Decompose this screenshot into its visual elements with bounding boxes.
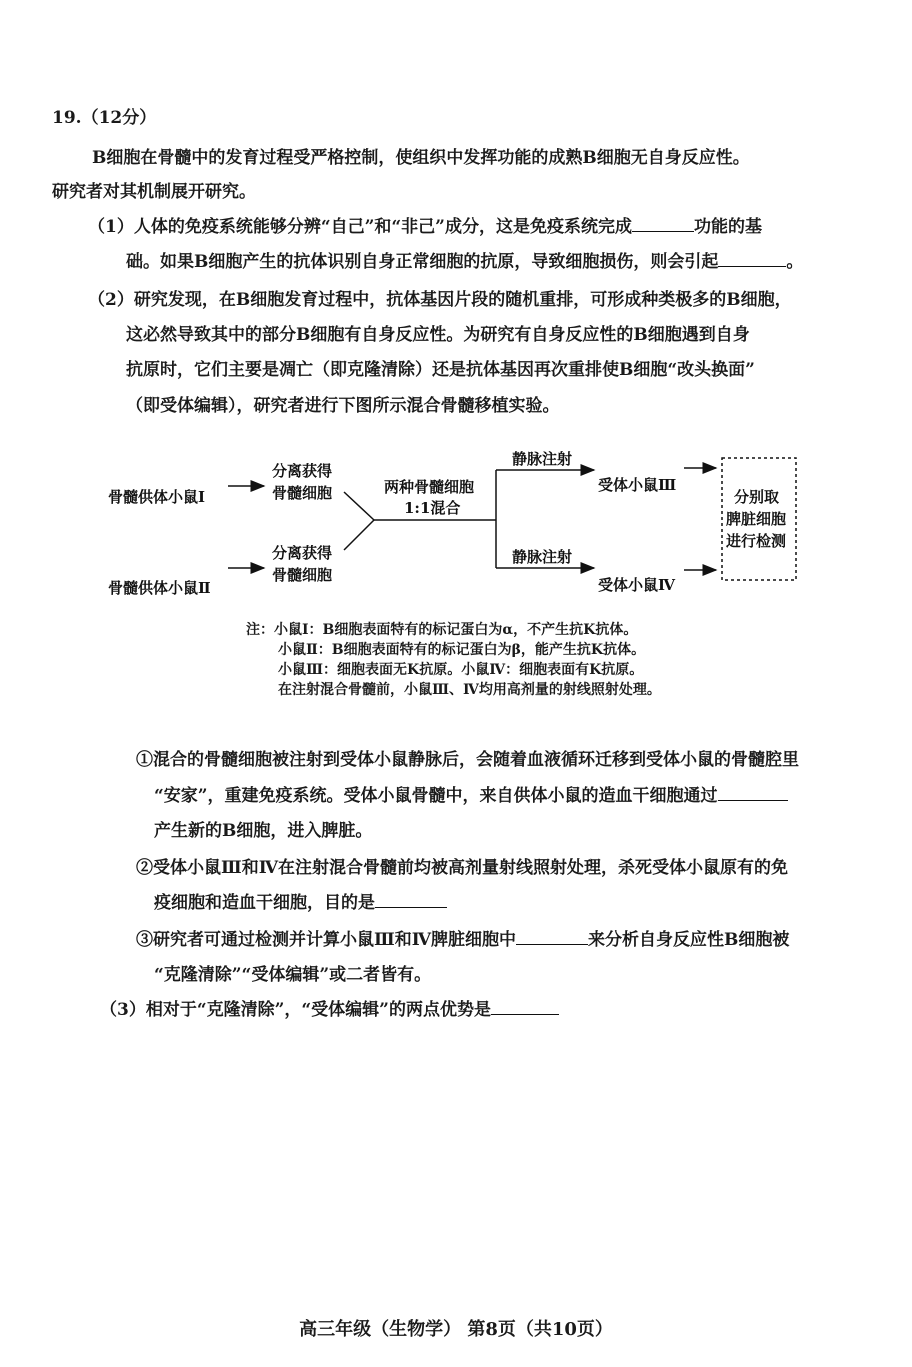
- part2-line-1: （2）研究发现，在B细胞发育过程中，抗体基因片段的随机重排，可形成种类极多的B细胞，: [88, 290, 792, 310]
- separate-label-2a: 分离获得: [272, 544, 333, 562]
- mix-label-2: 1:1混合: [404, 499, 461, 517]
- sub2-text-2: 疫细胞和造血干细胞，目的是: [154, 893, 375, 913]
- separate-label-2b: 骨髓细胞: [272, 566, 333, 584]
- part3-line: [100, 998, 559, 1022]
- detect-label-1: 分别取: [734, 488, 780, 506]
- part2-line-3: 抗原时，它们主要是凋亡（即克隆清除）还是抗体基因再次重排使B细胞“改头换面”: [126, 360, 755, 380]
- merge-line-top: [344, 492, 374, 520]
- sub3-text-1: ③研究者可通过检测并计算小鼠Ⅲ和Ⅳ脾脏细胞中: [136, 930, 516, 950]
- page-footer: 高三年级（生物学） 第8页（共10页）: [299, 1319, 613, 1340]
- part1-text-1-end: 功能的基: [693, 217, 762, 237]
- sub3-line-1: [136, 928, 789, 952]
- inject-label-2: 静脉注射: [512, 548, 573, 566]
- experiment-diagram: [0, 440, 912, 600]
- answer-blank[interactable]: [375, 891, 447, 908]
- sub3-text-1-end: 来分析自身反应性B细胞被: [588, 930, 790, 950]
- recipient-mouse-3: 受体小鼠Ⅲ: [598, 476, 677, 494]
- separate-label-1b: 骨髓细胞: [272, 484, 333, 502]
- part1-text-2-end: 。: [786, 252, 804, 272]
- question-number: 19.（12分）: [52, 108, 157, 128]
- part1-text-2: 础。如果B细胞产生的抗体识别自身正常细胞的抗原，导致细胞损伤，则会引起: [126, 252, 719, 272]
- recipient-mouse-4: 受体小鼠Ⅳ: [598, 576, 676, 594]
- sub2-line-2: [154, 891, 447, 915]
- note-line-4: 在注射混合骨髓前，小鼠Ⅲ、Ⅳ均用高剂量的射线照射处理。: [278, 682, 661, 698]
- sub1-text-2: “安家”，重建免疫系统。受体小鼠骨髓中，来自供体小鼠的造血干细胞通过: [154, 786, 718, 806]
- answer-blank[interactable]: [491, 998, 559, 1015]
- part2-line-4: （即受体编辑），研究者进行下图所示混合骨髓移植实验。: [126, 396, 560, 416]
- part1-line-1: [88, 215, 762, 239]
- note-line-3: 小鼠Ⅲ：细胞表面无K抗原。小鼠Ⅳ：细胞表面有K抗原。: [278, 662, 644, 678]
- part1-line-2: [126, 250, 803, 274]
- intro-line-2: 研究者对其机制展开研究。: [52, 182, 256, 202]
- sub1-line-2: [154, 784, 788, 808]
- donor-mouse-1: 骨髓供体小鼠Ⅰ: [108, 488, 206, 506]
- merge-line-bottom: [344, 520, 374, 550]
- sub3-line-2: “克隆清除”“受体编辑”或二者皆有。: [154, 965, 432, 985]
- answer-blank[interactable]: [632, 215, 694, 232]
- donor-mouse-2: 骨髓供体小鼠Ⅱ: [108, 579, 211, 597]
- separate-label-1a: 分离获得: [272, 462, 333, 480]
- sub1-line-3: 产生新的B细胞，进入脾脏。: [154, 821, 373, 841]
- answer-blank[interactable]: [516, 928, 588, 945]
- detect-label-3: 进行检测: [726, 532, 787, 550]
- answer-blank[interactable]: [718, 784, 788, 801]
- intro-line-1: B细胞在骨髓中的发育过程受严格控制，使组织中发挥功能的成熟B细胞无自身反应性。: [92, 148, 750, 168]
- sub2-line-1: ②受体小鼠Ⅲ和Ⅳ在注射混合骨髓前均被高剂量射线照射处理，杀死受体小鼠原有的免: [136, 858, 788, 878]
- part1-text-1: （1）人体的免疫系统能够分辨“自己”和“非己”成分，这是免疫系统完成: [88, 217, 632, 237]
- note-line-1: 注：小鼠Ⅰ：B细胞表面特有的标记蛋白为α，不产生抗K抗体。: [246, 622, 638, 638]
- mix-label-1: 两种骨髓细胞: [384, 478, 475, 496]
- detect-label-2: 脾脏细胞: [726, 510, 787, 528]
- part2-line-2: 这必然导致其中的部分B细胞有自身反应性。为研究有自身反应性的B细胞遇到自身: [126, 325, 750, 345]
- part3-text: （3）相对于“克隆清除”，“受体编辑”的两点优势是: [100, 1000, 491, 1020]
- note-line-2: 小鼠Ⅱ：B细胞表面特有的标记蛋白为β，能产生抗K抗体。: [278, 642, 646, 658]
- answer-blank[interactable]: [718, 250, 786, 267]
- sub1-line-1: ①混合的骨髓细胞被注射到受体小鼠静脉后，会随着血液循环迁移到受体小鼠的骨髓腔里: [136, 750, 799, 770]
- inject-label-1: 静脉注射: [512, 450, 573, 468]
